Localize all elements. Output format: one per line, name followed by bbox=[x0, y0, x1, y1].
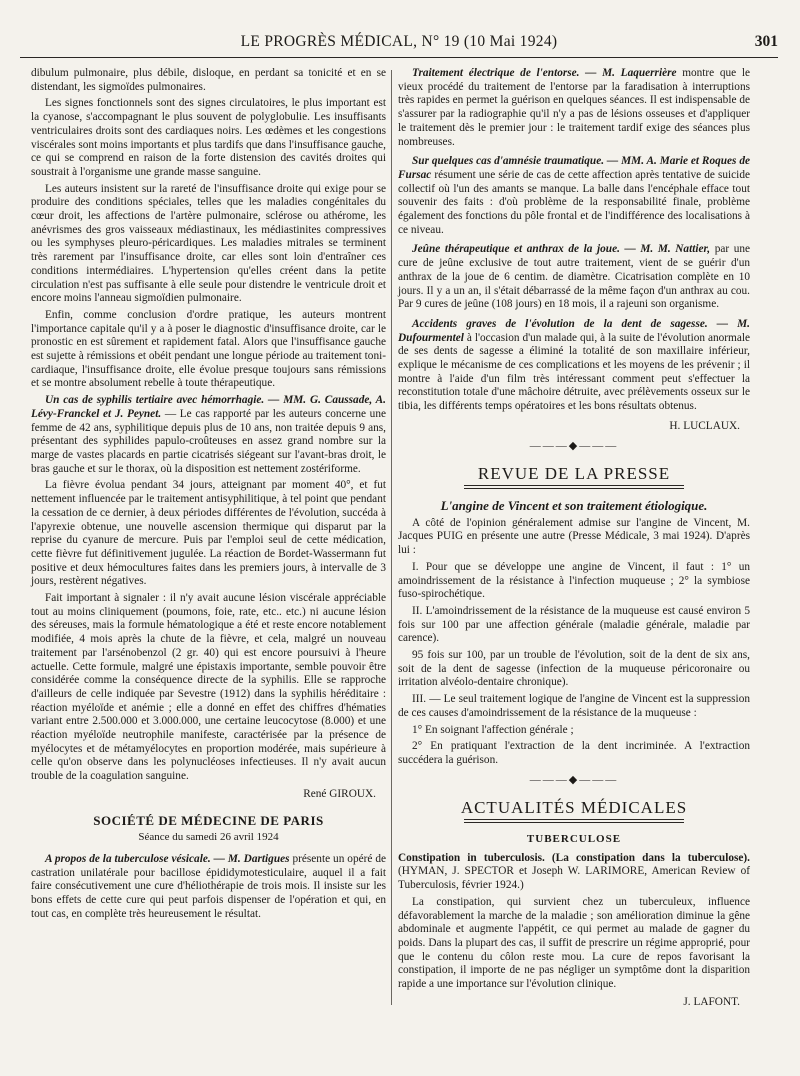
paragraph bbox=[31, 394, 386, 476]
society-title: SOCIÉTÉ DE MÉDECINE DE PARIS bbox=[93, 812, 324, 828]
entry-body: par une cure de jeûne exclusive de tout autre traitement, vient de se guérir d'un anthrax de la joue de 6 centim. de diamètre. Cicatrisation complète en 10 jours. Il y a un an, il s'était débarrassé de la même façon d'un anthrax au cou. Par 9 cures de jeûne (108 jours) en 18 mois, il a rajeuni son organisme. bbox=[398, 243, 751, 311]
section-title: REVUE DE LA PRESSE bbox=[477, 464, 671, 484]
paragraph: Fait important à signaler : il n'y avait aucune lésion viscérale appréciable tout au moins cliniquement (poumons, foie, rate, etc.. etc.) ni aucune lésion des séreuses, mais la formule hématologique a été et reste encore notablement modifiée, 4 mois après la chute de la fièvre, et cela, malgré un nouveau traitement par l'arsénobenzol (2 gr. 40) qui est encore poursuivi à l'heure actuelle. Cette formule, malgré une épistaxis importante, semble pouvoir être considérée comme la conséquence directe de la syphilis. Elle se rapproche d'ailleurs de celle indiquée par Sevestre (1912) dans la syphilis héréditaire : réaction myéloïde et anémie ; elle a donné en effet des chiffres d'hématies variant entre 2.500.000 et 3.000.000, une certaine leucocytose (8.000) et une réaction myéloïde neutrophile manifeste, caractérisée par la présence de myélocytes et de métamyélocytes en proportion modérée, mais supérieure à celle qu'on observe dans les polynucléoses infectieuses. Il n'y avait aucun trouble de la coagulation sanguine. bbox=[31, 592, 386, 783]
paragraph: La fièvre évolua pendant 34 jours, atteignant par moment 40°, et fut nettement influencée par le traitement antisyphilitique, à tel point que pendant la cessation de ce dernier, à deux périodes différentes de l'évolution, succéda à l'apyrexie obtenue, une nouvelle ascension thermique qui disparut par la reprise du cyanure de mercure. Puis par l'emploi seul de cette médication, cette fièvre fut définitivement jugulée. La réaction de Bordet-Wassermann fut positive et deux hémocultures faites dans les premiers jours, à intervalle de 3 jours, restèrent négatives. bbox=[31, 479, 386, 588]
entry-heading: A propos de la tuberculose vésicale. — M. Dartigues bbox=[45, 852, 290, 865]
paragraph: Enfin, comme conclusion d'ordre pratique, les auteurs montrent l'importance capitale qu'il y a à poser le diagnostic d'insuffisance droite, car le pronostic en est sûrement et rapidement fatal. Alors que l'insuffisance gauche est sujette à rémissions et obéit pendant une longue période au traitement toni-cardiaque, l'insuffisance droite, elle évolue presque toujours sans rémissions et se montre absolument rebelle à toute thérapeutique. bbox=[31, 308, 386, 390]
reference-source: (HYMAN, J. SPECTOR et Joseph W. LARIMORE, American Review of Tuberculosis, février 1924.) bbox=[398, 865, 750, 892]
section-rule bbox=[464, 819, 684, 823]
reference-title: Constipation in tuberculosis. (La constipation dans la tuberculose). bbox=[398, 851, 750, 864]
paragraph: 95 fois sur 100, par un trouble de l'évolution, soit de la dent de six ans, soit de la dent de sagesse (infection de la muqueuse péricoronaire ou irritation alvéolo-dentaire chronique). bbox=[398, 649, 750, 689]
signature: J. LAFONT. bbox=[683, 995, 740, 1008]
entry-body: à l'occasion d'un malade qui, à la suite de l'évolution anormale de ses dents de sagesse a éliminé la totalité de son maxillaire inférieur, explique le mécanisme de ces complications et les moyens de les prévenir ; il montre à l'aide d'un film très intéressant comment peut s'effectuer la reconstitution totale d'une mâchoire détruite, avec prélèvements osseux sur le tibia, les différents temps opératoires et les bons résultats obtenus. bbox=[398, 331, 750, 413]
paragraph: 1° En soignant l'affection générale ; bbox=[412, 723, 574, 736]
entry-heading: Traitement électrique de l'entorse. — M. Laquerrière bbox=[412, 67, 677, 79]
paragraph: 2° En pratiquant l'extraction de la dent incriminée. A l'extraction succédera la guérison. bbox=[398, 740, 750, 766]
ornament-divider: ―――◆――― bbox=[529, 773, 619, 786]
reference bbox=[398, 852, 750, 893]
entry-heading: Un cas de syphilis tertiaire avec hémorrhagie. — MM. G. Caussade, A. Lévy-Franckel et J. Peynet. bbox=[31, 394, 386, 420]
entry-body: — Le cas rapporté par les auteurs concerne une femme de 42 ans, syphilitique depuis plus de 10 ans, non traitée depuis 9 ans, présentant des syphilides papulo-croûteuses en assez grand nombre sur la marge de vastes placards en partie cicatrisés siégeant sur l'avant-bras droit, le bras gauche et sur le thorax, où la disposition est nettement zostériforme. bbox=[31, 407, 386, 475]
topic-heading: TUBERCULOSE bbox=[526, 833, 622, 846]
entry-body: montre que le vieux procédé du traitement de l'entorse par la faradisation à interruptions très rapides en permet la guérison en quelques séances. Il est indispensable de s'assurer par la radiographie qu'il n'y a pas de lésions osseuses et d'appliquer le traitement dès le premier jour : le traitement tardif exige des séances plus nombreuses. bbox=[398, 67, 750, 148]
page-number: 301 bbox=[754, 33, 778, 50]
journal-title: LE PROGRÈS MÉDICAL, N° 19 (10 Mai 1924) bbox=[240, 33, 558, 50]
paragraph: La constipation, qui survient chez un tuberculeux, influence défavorablement la marche de la maladie ; son amélioration diminue la gêne abdominale et augmente l'appétit, ce qui permet au malade de gagner du poids. Dans la plupart des cas, il suffit de prescrire un régime approprié, pour que le contenu du côlon reste mou. La cure de repos favorisant la constipation, il importe de ne pas négliger un symptôme dont la disparition rapide a une importance sur l'évolution clinique. bbox=[398, 895, 750, 991]
paragraph: II. L'amoindrissement de la résistance de la muqueuse est causé environ 5 fois sur 100 par une affection générale (maladie générale, maladie par carence). bbox=[398, 604, 750, 645]
ornament-divider: ―――◆――― bbox=[529, 439, 619, 452]
paragraph: Les auteurs insistent sur la rareté de l'insuffisance droite qui exige pour se produire des conditions spéciales, telles que les maladies congénitales du cœur droit, les affections de l'artère pulmonaire, sclérose ou athérome, les anévrismes des gros vaisseaux médiastinaux, les médiastinites compressives ou les symphyses pleuro-péricardiques. Les maladies mitrales se terminent très rarement par l'insuffisance droite, car elles sont loin d'entraîner ces conditions intermédiaires. L'hypertension qu'elles créent dans la petite circulation n'est pas suffisante à elle seule pour distendre le ventricule droit et encore moins l'anneau sigmoïdien pulmonaire. bbox=[31, 182, 386, 305]
paragraph: Les signes fonctionnels sont des signes circulatoires, le plus important est la cyanose, s'accompagnant le plus souvent de polyglobulie. Les insuffisants ventriculaires droits sont des cardiaques noirs. Les œdèmes et les congestions viscérales sont moins importants et plus tardifs que dans l'insuffisance gauche, ce qui se comprend en raison de la forte distension des cavités droites qui soustrait à l'organisme une grande masse sanguine. bbox=[31, 97, 386, 178]
article-title: L'angine de Vincent et son traitement étiologique. bbox=[440, 497, 708, 513]
paragraph: III. — Le seul traitement logique de l'angine de Vincent est la suppression de ces causes d'amoindrissement de la résistance de la muqueuse : bbox=[398, 693, 750, 719]
entry-heading: Accidents graves de l'évolution de la dent de sagesse. — M. Dufourmentel bbox=[398, 317, 750, 344]
paragraph bbox=[398, 243, 750, 312]
entry-body: résument une série de cas de cette affection après tentative de suicide collectif où l'un des amants se manque. La balle dans l'encéphale efface tout souvenir des faits : d'où problème de la responsabilité finale, problème également des fonctions du pôle frontal et de l'indifférence des localisations à ce niveau. bbox=[398, 168, 750, 236]
entry-body: présente un opéré de castration unilatérale pour bacillose épididymotesticulaire, auquel il a fait faire consécutivement une cure d'héliothérapie de trois mois. Il insiste sur les bons effets de cette cure qui peut parfois dispenser de l'opération et qui, en tout cas, en complète très heureusement le résultat. bbox=[31, 852, 386, 920]
paragraph bbox=[398, 67, 750, 149]
signature: René GIROUX. bbox=[303, 787, 376, 800]
signature: H. LUCLAUX. bbox=[669, 419, 740, 432]
entry-heading: Jeûne thérapeutique et anthrax de la joue. — M. M. Nattier, bbox=[412, 243, 711, 256]
paragraph bbox=[398, 318, 750, 414]
running-header bbox=[20, 33, 778, 55]
left-column bbox=[31, 67, 386, 924]
right-column bbox=[398, 67, 750, 1015]
paragraph: A côté de l'opinion généralement admise sur l'angine de Vincent, M. Jacques PUIG en présente une autre (Presse Médicale, 3 mai 1924). D'après lui : bbox=[398, 516, 750, 557]
paragraph bbox=[398, 155, 750, 237]
header-rule bbox=[20, 57, 778, 58]
section-title: ACTUALITÉS MÉDICALES bbox=[460, 798, 688, 818]
society-date: Séance du samedi 26 avril 1924 bbox=[138, 831, 279, 844]
paragraph bbox=[31, 853, 386, 922]
section-rule bbox=[464, 485, 684, 489]
paragraph: I. Pour que se développe une angine de Vincent, il faut : 1° un amoindrissement de la résistance à l'infection muqueuse ; 2° la symbiose fuso-spirochétique. bbox=[398, 560, 750, 601]
paragraph: dibulum pulmonaire, plus débile, disloque, en perdant sa tonicité et en se distendant, les sigmoïdes pulmonaires. bbox=[31, 67, 386, 93]
column-separator bbox=[391, 70, 392, 1005]
entry-heading: Sur quelques cas d'amnésie traumatique. — MM. A. Marie et Roques de Fursac bbox=[398, 155, 750, 181]
